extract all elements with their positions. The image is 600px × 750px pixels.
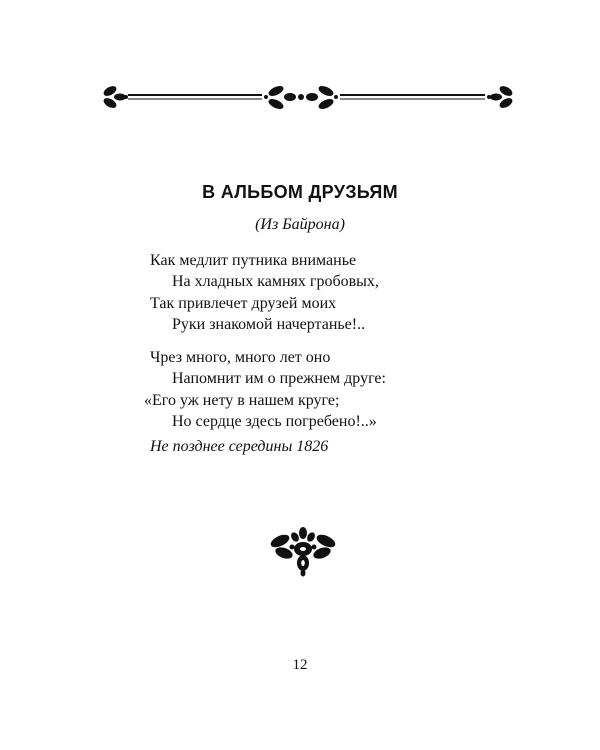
floral-vignette-icon xyxy=(268,527,338,577)
stanza-1 xyxy=(150,250,480,335)
poem-title: В АЛЬБОМ ДРУЗЬЯМ xyxy=(202,182,398,202)
poem-line: «Его уж нету в нашем круге; xyxy=(144,391,340,409)
poem-line: На хладных камнях гробовых, xyxy=(172,273,379,291)
page-number: 12 xyxy=(292,657,308,673)
poem-line: Руки знакомой начертанье!.. xyxy=(172,315,366,333)
poem-date: Не позднее середины 1826 xyxy=(150,438,329,455)
poem-line: Так привлечет друзей моих xyxy=(150,294,337,312)
stanza-2 xyxy=(144,347,480,432)
poem-subtitle: (Из Байрона) xyxy=(255,216,345,233)
poem-line: Как медлит путника вниманье xyxy=(150,252,357,269)
poem-line: Напомнит им о прежнем друге: xyxy=(172,370,386,388)
poem-line: Но сердце здесь погребено!..» xyxy=(172,413,377,431)
poem-body xyxy=(144,250,480,444)
floral-rule-icon xyxy=(100,82,518,112)
poem-line: Чрез много, много лет оно xyxy=(150,349,331,367)
